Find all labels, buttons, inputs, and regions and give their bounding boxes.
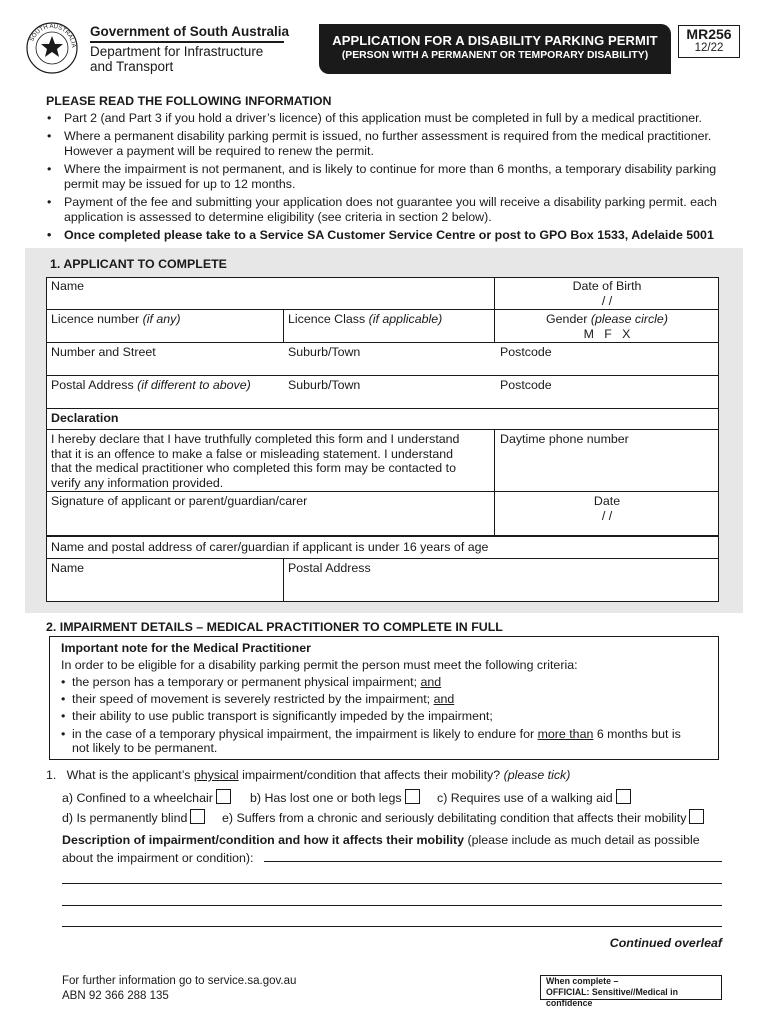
criteria-item: [61, 727, 711, 755]
table-rule: [46, 558, 719, 559]
dob-slashes: / /: [601, 293, 613, 308]
question-note: (please tick): [503, 768, 571, 782]
dept-line-2: and Transport: [90, 59, 174, 74]
dob-label: Date of Birth: [572, 279, 642, 293]
question-number: 1.: [46, 768, 57, 782]
section-1-title: 1. APPLICANT TO COMPLETE: [50, 257, 227, 271]
form-title: APPLICATION FOR A DISABILITY PARKING PERMIT: [332, 33, 658, 48]
declaration-line: I hereby declare that I have truthfully completed this form and I understand: [51, 432, 460, 446]
form-code: MR256: [686, 26, 732, 42]
licence-class-label: Licence Class: [288, 312, 366, 326]
info-bullet: • Where the impairment is not permanent, and is likely to continue for more than 6 months, a temporary disability parking permit may be issued for up to 12 months.: [46, 162, 736, 191]
option-label: d) Is permanently blind: [62, 811, 188, 825]
criteria-text: not likely to be permanent.: [72, 740, 218, 755]
footer-info: [62, 974, 296, 1004]
criteria-underline: more than: [537, 726, 594, 741]
criteria-list: [61, 675, 711, 758]
table-rule: [46, 408, 719, 409]
description-input-line[interactable]: [62, 883, 722, 884]
question-1: [46, 768, 570, 782]
wheelchair-checkbox[interactable]: [216, 789, 231, 804]
option-lost-legs: [250, 789, 420, 805]
question-text: What is the applicant’s: [66, 768, 191, 782]
option-label: c) Requires use of a walking aid: [437, 791, 613, 805]
confidentiality-box: [540, 975, 722, 1008]
info-bullet: • Where a permanent disability parking permit is issued, no further assessment is required from the medical practitioner. However a payment will be required to renew the permit.: [46, 129, 736, 158]
department-name: [90, 44, 290, 74]
info-list: [46, 111, 736, 247]
form-version-date: 12/22: [694, 42, 724, 54]
signature-date-field[interactable]: [495, 494, 719, 523]
postal-postcode-field[interactable]: Postcode: [500, 378, 552, 392]
table-rule: [46, 309, 719, 310]
signature-field[interactable]: Signature of applicant or parent/guardian/carer: [51, 494, 308, 508]
postal-address-note: (if different to above): [137, 378, 251, 392]
option-label: e) Suffers from a chronic and seriously debilitating condition that affects their mobility: [222, 811, 687, 825]
number-street-field[interactable]: Number and Street: [51, 345, 156, 359]
blind-checkbox[interactable]: [190, 809, 205, 824]
gender-options: M F X: [583, 326, 631, 341]
name-field[interactable]: Name: [51, 279, 85, 293]
table-rule: [283, 309, 284, 342]
option-label: b) Has lost one or both legs: [250, 791, 402, 805]
gender-label: Gender: [546, 312, 588, 326]
criteria-item: [61, 709, 711, 723]
gender-field[interactable]: [495, 312, 719, 341]
option-wheelchair: [62, 789, 231, 805]
chronic-checkbox[interactable]: [689, 809, 704, 824]
declaration-title: Declaration: [51, 411, 119, 425]
criteria-item: [61, 692, 711, 706]
dept-line-1: Department for Infrastructure: [90, 44, 264, 59]
conf-line-2: OFFICIAL: Sensitive//Medical in confidence: [546, 987, 678, 1008]
form-subtitle: (PERSON WITH A PERMANENT OR TEMPORARY DISABILITY): [341, 50, 649, 61]
table-rule: [46, 342, 719, 343]
note-intro: In order to be eligible for a disability parking permit the person must meet the following criteria:: [61, 658, 578, 672]
licence-class-note: (if applicable): [368, 312, 443, 326]
svg-text:SOUTH AUSTRALIA: SOUTH AUSTRALIA: [29, 23, 77, 48]
header-rule: [90, 41, 284, 43]
date-label: Date: [593, 494, 621, 508]
declaration-line: that the medical practitioner who completed this form may be contacted to: [51, 461, 456, 476]
continued-overleaf: Continued overleaf: [609, 936, 722, 950]
table-rule: [46, 375, 719, 376]
postal-suburb-field[interactable]: Suburb/Town: [288, 378, 361, 392]
government-name: Government of South Australia: [90, 24, 290, 39]
government-logo: [26, 22, 78, 74]
licence-number-field[interactable]: [51, 312, 181, 327]
table-rule: [46, 429, 719, 430]
criteria-item: [61, 675, 711, 689]
criteria-text: 6 months but is: [596, 726, 681, 741]
description-input-line[interactable]: [264, 861, 722, 862]
question-text: impairment/condition that affects their mobility?: [242, 768, 501, 782]
note-title: Important note for the Medical Practitioner: [61, 641, 311, 655]
table-rule: [283, 558, 284, 602]
option-blind: [62, 809, 205, 825]
footer-abn: ABN 92 366 288 135: [62, 990, 169, 1002]
date-slashes: / /: [601, 508, 613, 523]
footer-website: For further information go to service.sa.gov.au: [62, 975, 297, 987]
daytime-phone-field[interactable]: Daytime phone number: [500, 432, 629, 446]
carer-name-field[interactable]: Name: [51, 561, 85, 575]
form-id-box: [678, 25, 740, 58]
licence-class-field[interactable]: [288, 312, 442, 327]
info-heading: PLEASE READ THE FOLLOWING INFORMATION: [46, 94, 332, 108]
table-rule: [46, 491, 719, 492]
gender-note: (please circle): [590, 312, 668, 326]
description-bold: Description of impairment/condition and how it affects their mobility: [62, 833, 465, 847]
declaration-line: that it is an offence to make a false or misleading statement. I understand: [51, 446, 454, 461]
info-bullet: • Payment of the fee and submitting your application does not guarantee you will receive a disability parking permit. each application is assessed to determine eligibility (see criteria in section 2 below).: [46, 195, 736, 224]
question-underline: physical: [193, 768, 239, 782]
info-bullet: • Once completed please take to a Service SA Customer Service Centre or post to GPO Box 1533, Adelaide 5001: [46, 228, 736, 243]
criteria-text: the person has a temporary or permanent physical impairment;: [72, 675, 418, 689]
walking-aid-checkbox[interactable]: [616, 789, 631, 804]
description-rest: (please include as much detail as possible: [467, 833, 700, 847]
section-2-title: 2. IMPAIRMENT DETAILS – MEDICAL PRACTITIONER TO COMPLETE IN FULL: [46, 620, 503, 634]
option-chronic: [222, 809, 704, 825]
licence-number-label: Licence number: [51, 312, 140, 326]
declaration-text: [51, 432, 459, 490]
form-title-banner: [319, 24, 671, 74]
postal-address-label: Postal Address: [51, 378, 134, 392]
criteria-text: their speed of movement is severely restricted by the impairment;: [72, 692, 431, 707]
postcode-field[interactable]: Postcode: [500, 345, 552, 359]
lost-legs-checkbox[interactable]: [405, 789, 420, 804]
option-walking-aid: [437, 789, 631, 805]
description-input-line[interactable]: [62, 926, 722, 927]
criteria-and: and: [420, 675, 442, 689]
criteria-and: and: [433, 692, 455, 707]
suburb-field[interactable]: Suburb/Town: [288, 345, 361, 359]
carer-postal-field[interactable]: Postal Address: [288, 561, 371, 575]
licence-number-note: (if any): [142, 312, 181, 326]
info-bullet: • Part 2 (and Part 3 if you hold a driver’s licence) of this application must be completed in full by a medical practitioner.: [46, 111, 736, 126]
option-label: a) Confined to a wheelchair: [62, 791, 213, 805]
criteria-text: their ability to use public transport is significantly impeded by the impairment;: [72, 709, 493, 724]
criteria-text: in the case of a temporary physical impairment, the impairment is likely to endure for: [72, 726, 535, 741]
carer-heading: Name and postal address of carer/guardian if applicant is under 16 years of age: [51, 540, 489, 554]
dob-field[interactable]: [495, 279, 719, 308]
description-input-line[interactable]: [62, 905, 722, 906]
description-line-2: about the impairment or condition):: [62, 851, 254, 865]
declaration-line: verify any information provided.: [51, 475, 224, 490]
conf-line-1: When complete –: [546, 976, 619, 986]
postal-address-field[interactable]: [51, 378, 251, 393]
